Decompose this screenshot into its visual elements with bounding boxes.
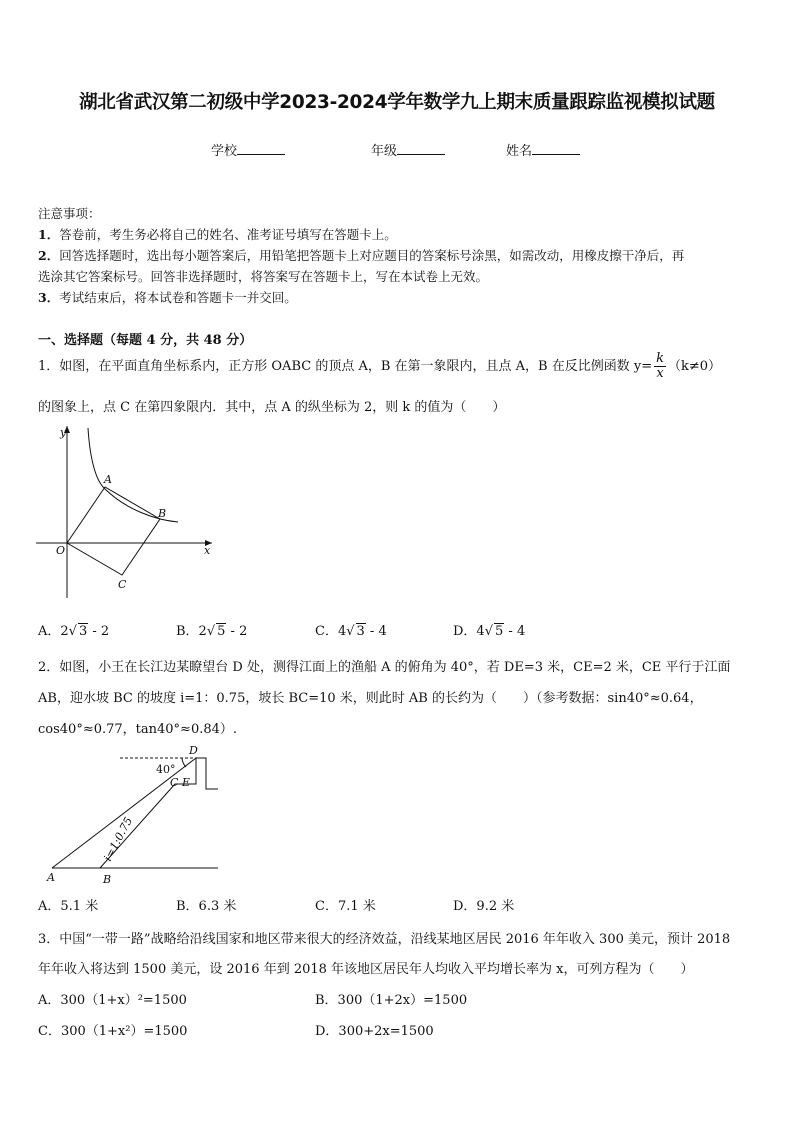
note-2-num: 2．	[38, 248, 60, 263]
sqrt-icon: √	[346, 624, 355, 639]
q1-opt-c-rest: - 4	[365, 624, 387, 639]
school-blank	[237, 142, 285, 155]
q2-option-c[interactable]: C．7.1 米	[315, 899, 376, 914]
q1-opt-a-coef: A．2	[38, 624, 69, 639]
school-label: 学校	[211, 144, 238, 159]
note-2-cont: 选涂其它答案标号。回答非选择题时，将答案写在答题卡上，写在本试卷上无效。	[38, 269, 489, 284]
q1-option-a[interactable]	[38, 620, 109, 639]
q1-stem-line1	[38, 352, 721, 382]
point-d-label: D	[189, 744, 198, 757]
q1-text-post: （k≠0）	[668, 359, 722, 374]
q1-opt-b-coef: B．2	[176, 624, 207, 639]
q3-option-a[interactable]: A．300（1+x）²=1500	[38, 993, 187, 1008]
q1-opt-c-radicand: 3	[356, 624, 365, 639]
q2-option-b[interactable]: B．6.3 米	[176, 899, 237, 914]
sqrt-icon: √	[206, 624, 216, 639]
sqrt-icon: √	[68, 624, 77, 639]
note-2-text: 回答选择题时，选出每小题答案后，用铅笔把答题卡上对应题目的答案标号涂黑，如需改动，用橡皮擦干净后，再	[59, 248, 685, 263]
slope-label: i=1:0.75	[101, 814, 136, 864]
q1-option-b[interactable]	[176, 620, 247, 639]
note-1-num: 1．	[38, 227, 60, 242]
page-title: 湖北省武汉第二初级中学2023-2024学年数学九上期末质量跟踪监视模拟试题	[79, 92, 715, 113]
point-e-label: E	[182, 776, 191, 789]
q2-stem-line1: 2．如图，小王在长江边某瞭望台 D 处，测得江面上的渔船 A 的俯角为 40°，若 DE=3 米，CE=2 米，CE 平行于江面	[38, 660, 731, 675]
q1-opt-a-radicand: 3	[78, 624, 88, 639]
angle-label: 40°	[156, 763, 176, 776]
note-2	[38, 246, 684, 264]
grade-label: 年级	[371, 144, 398, 159]
section-heading: 一、选择题（每题 4 分，共 48 分）	[38, 333, 253, 348]
q3-option-d[interactable]: D．300+2x=1500	[315, 1024, 434, 1039]
q1-opt-d-rest: - 4	[504, 624, 526, 639]
q1-figure	[36, 420, 226, 600]
point-c-label: C	[118, 578, 127, 591]
point-c-label: C	[170, 776, 179, 789]
q1-opt-b-radicand: 5	[217, 624, 226, 639]
name-field	[506, 140, 580, 159]
point-b-label: B	[158, 507, 167, 520]
grade-blank	[397, 142, 445, 155]
q3-stem-line1: 3．中国“一带一路”战略给沿线国家和地区带来很大的经济效益，沿线某地区居民 2016 年年收入 300 美元，预计 2018	[38, 932, 731, 947]
q3-stem-line2: 年年收入将达到 1500 美元，设 2016 年到 2018 年该地区居民年人均收入平均增长率为 x，可列方程为（ ）	[38, 962, 694, 977]
q3-option-c[interactable]: C．300（1+x²）=1500	[38, 1024, 188, 1039]
q1-opt-d-coef: D．4	[453, 624, 485, 639]
q1-text-pre: 1．如图，在平面直角坐标系内，正方形 OABC 的顶点 A，B 在第一象限内，且点 A，B 在反比例函数 y=	[38, 359, 653, 374]
q3-option-b[interactable]: B．300（1+2x）=1500	[315, 993, 468, 1008]
q2-stem-line3: cos40°≈0.77，tan40°≈0.84）.	[38, 722, 238, 737]
point-a-label: A	[104, 473, 112, 486]
note-1	[38, 225, 397, 243]
point-b-label: B	[103, 873, 112, 886]
notes-heading: 注意事项：	[38, 206, 101, 221]
sqrt-icon: √	[484, 624, 493, 639]
y-label: y	[60, 426, 67, 439]
x-label: x	[204, 544, 211, 557]
q1-opt-d-radicand: 5	[495, 624, 504, 639]
grade-field	[371, 140, 445, 159]
q1-opt-b-rest: - 2	[226, 624, 248, 639]
q1-fraction	[654, 352, 666, 381]
name-label: 姓名	[506, 144, 533, 159]
q1-stem-line2: 的图象上，点 C 在第四象限内．其中，点 A 的纵坐标为 2，则 k 的值为（ ）	[38, 400, 506, 415]
note-1-text: 答卷前，考生务必将自己的姓名、准考证号填写在答题卡上。	[59, 227, 397, 242]
q2-stem-line2: AB，迎水坡 BC 的坡度 i=1：0.75，坡长 BC=10 米，则此时 AB 的长约为（ ）（参考数据：sin40°≈0.64，	[38, 691, 703, 706]
q1-opt-c-coef: C．4	[315, 624, 347, 639]
q1-option-d[interactable]	[453, 620, 525, 639]
angle-arc	[182, 758, 186, 767]
q2-figure	[36, 740, 236, 890]
q2-option-a[interactable]: A．5.1 米	[38, 899, 99, 914]
q2-option-d[interactable]: D．9.2 米	[453, 899, 515, 914]
school-field	[211, 140, 285, 159]
note-3-num: 3．	[38, 290, 60, 305]
q1-opt-a-rest: - 2	[88, 624, 110, 639]
origin-label: O	[56, 544, 66, 557]
square-oabc	[67, 487, 160, 575]
note-3	[38, 288, 297, 306]
name-blank	[532, 142, 580, 155]
note-3-text: 考试结束后，将本试卷和答题卡一并交回。	[59, 290, 297, 305]
q1-frac-den: x	[656, 366, 664, 381]
point-a-label: A	[47, 871, 55, 884]
q1-frac-num: k	[656, 351, 664, 366]
q1-option-c[interactable]	[315, 620, 387, 639]
